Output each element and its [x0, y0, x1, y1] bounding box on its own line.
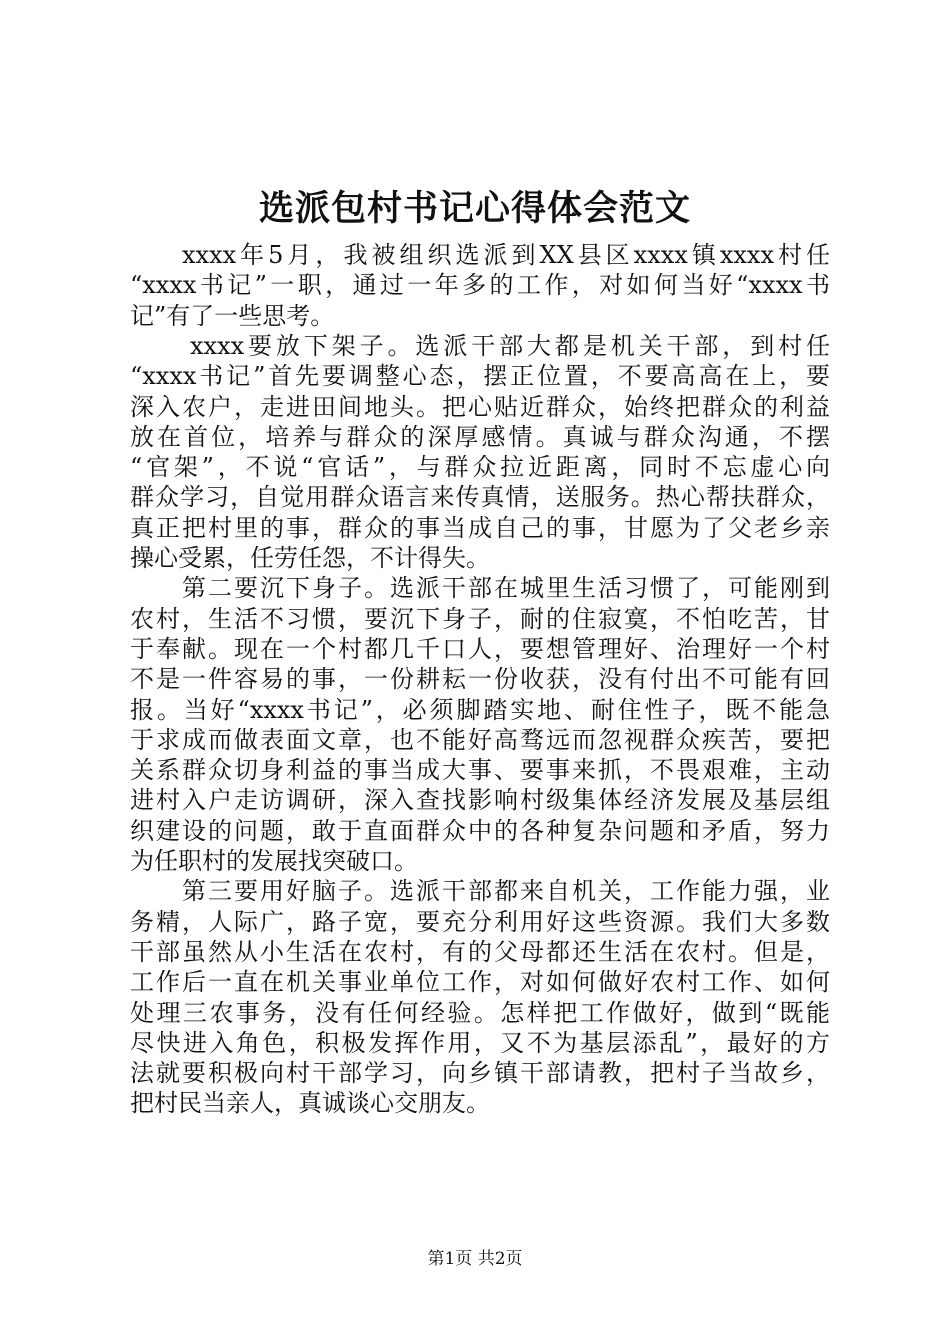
text-line: 报。当好“xxxx书记”，必须脚踏实地、耐住性子，既不能急 [130, 695, 830, 724]
text-line: 织建设的问题，敢于直面群众中的各种复杂问题和矛盾，努力 [130, 816, 830, 845]
text-line: “xxxx书记”一职，通过一年多的工作，对如何当好“xxxx书 [130, 271, 830, 300]
page-footer: 第1页 共2页 [427, 1249, 523, 1269]
text-line: 记”有了一些思考。 [130, 301, 335, 330]
text-line: 于奉献。现在一个村都几千口人，要想管理好、治理好一个村 [130, 634, 830, 663]
text-line: 不是一件容易的事，一份耕耘一份收获，没有付出不可能有回 [130, 665, 830, 694]
text-line: 农村，生活不习惯，要沉下身子，耐的住寂寞，不怕吃苦，甘 [130, 604, 830, 633]
text-line: 群众学习，自觉用群众语言来传真情，送服务。热心帮扶群众， [130, 483, 830, 512]
text-line: xxxx年5月，我被组织选派到XX县区xxxx镇xxxx村任 [182, 241, 830, 269]
text-line: 操心受累，任劳任怨，不计得失。 [130, 544, 490, 572]
text-line: 进村入户走访调研，深入查找影响村级集体经济发展及基层组 [130, 786, 830, 815]
text-line: 干部虽然从小生活在农村，有的父母都还生活在农村。但是， [130, 937, 830, 966]
text-line: 第三要用好脑子。选派干部都来自机关，工作能力强，业 [182, 877, 830, 906]
text-line: 深入农户，走进田间地头。把心贴近群众，始终把群众的利益 [130, 392, 830, 421]
document-title: 选派包村书记心得体会范文 [258, 188, 691, 229]
text-line: 关系群众切身利益的事当成大事、要事来抓，不畏艰难，主动 [130, 756, 830, 785]
text-line: 务精，人际广，路子宽，要充分利用好这些资源。我们大多数 [130, 907, 830, 936]
text-line: 尽快进入角色，积极发挥作用，又不为基层添乱”，最好的方 [130, 1028, 830, 1057]
text-line: 法就要积极向村干部学习，向乡镇干部请教，把村子当故乡， [130, 1059, 830, 1088]
text-line: 工作后一直在机关事业单位工作，对如何做好农村工作、如何 [130, 968, 830, 997]
text-line: 真正把村里的事，群众的事当成自己的事，甘愿为了父老乡亲 [130, 513, 830, 542]
text-line: “官架”，不说“官话”，与群众拉近距离，同时不忘虚心向 [130, 453, 830, 482]
text-line: 把村民当亲人，真诚谈心交朋友。 [130, 1089, 490, 1118]
text-line: “xxxx书记”首先要调整心态，摆正位置，不要高高在上，要 [130, 362, 830, 391]
text-line: 处理三农事务，没有任何经验。怎样把工作做好，做到“既能 [130, 998, 830, 1027]
text-line: 为任职村的发展找突破口。 [130, 847, 418, 875]
text-line: xxxx要放下架子。选派干部大都是机关干部，到村任 [190, 331, 830, 360]
text-line: 放在首位，培养与群众的深厚感情。真诚与群众沟通，不摆 [130, 422, 830, 451]
text-line: 第二要沉下身子。选派干部在城里生活习惯了，可能刚到 [182, 574, 830, 603]
text-line: 于求成而做表面文章，也不能好高骛远而忽视群众疾苦，要把 [130, 725, 830, 754]
